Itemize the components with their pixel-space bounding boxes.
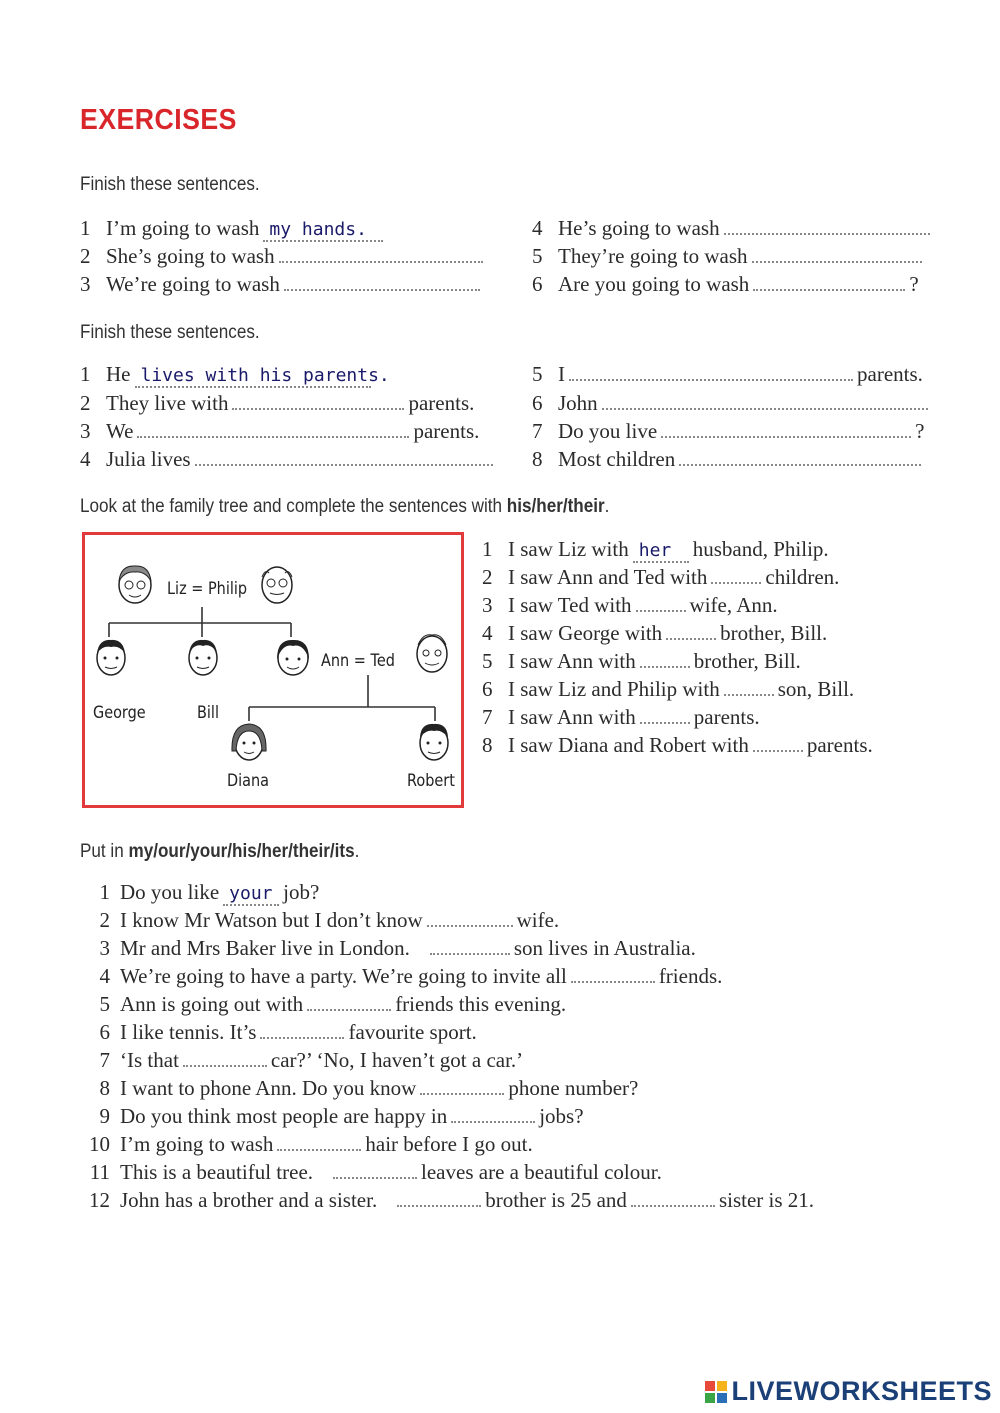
ex3-item-8: 8 I saw Diana and Robert with parents. (482, 733, 873, 757)
ex4-item-10: 10 I’m going to wash hair before I go out. (89, 1132, 533, 1156)
diana-label: Diana (227, 771, 270, 791)
ex4-blank-8[interactable] (420, 1075, 504, 1095)
ex3-blank-7[interactable] (640, 704, 690, 724)
ex2-item-3: 3 We parents. (80, 419, 480, 443)
ex4-blank-6[interactable] (260, 1019, 344, 1039)
ex2-blank-4[interactable] (195, 446, 493, 466)
ex3-blank-5[interactable] (640, 648, 690, 668)
robert-label: Robert (407, 771, 455, 791)
ex1-instruction: Finish these sentences. (80, 174, 260, 195)
bill-face-icon (185, 637, 221, 677)
ex4-item-6: 6 I like tennis. It’s favourite sport. (99, 1020, 477, 1044)
ex3-item-3: 3 I saw Ted with wife, Ann. (482, 593, 778, 617)
liz-face-icon (115, 563, 155, 607)
ex4-blank-4[interactable] (571, 963, 655, 983)
ex4-blank-9[interactable] (451, 1103, 535, 1123)
ex4-blank-2[interactable] (427, 907, 513, 927)
ex3-item-5: 5 I saw Ann with brother, Bill. (482, 649, 801, 673)
ex3-blank-3[interactable] (636, 592, 686, 612)
ex3-item-6: 6 I saw Liz and Philip with son, Bill. (482, 677, 855, 701)
ex3-blank-6[interactable] (724, 676, 774, 696)
ex3-blank-2[interactable] (711, 564, 761, 584)
george-face-icon (93, 637, 129, 677)
ex2-blank-7[interactable] (661, 418, 911, 438)
ex4-item-2: 2 I know Mr Watson but I don’t know wife. (99, 908, 560, 932)
ex2-blank-2[interactable] (232, 390, 404, 410)
ex3-answer-1[interactable]: her (633, 541, 689, 563)
ex4-item-5: 5 Ann is going out with friends this evening. (99, 992, 567, 1016)
liz-philip-label: Liz = Philip (167, 579, 248, 599)
ex4-item-1: 1 Do you like your job? (99, 880, 320, 904)
ex2-item-4: 4 Julia lives (80, 445, 497, 473)
ex2-blank-3[interactable] (137, 418, 409, 438)
ex1-blank-5[interactable] (752, 243, 922, 263)
ex3-blank-8[interactable] (753, 732, 803, 752)
philip-face-icon (257, 563, 297, 607)
ann-face-icon (273, 637, 313, 677)
ex1-item-5: 5 They’re going to wash (532, 242, 926, 270)
ex4-answer-1[interactable]: your (223, 884, 279, 906)
robert-face-icon (415, 721, 453, 763)
ex3-item-1: 1 I saw Liz with her husband, Philip. (482, 537, 829, 561)
ex4-blank-11[interactable] (333, 1159, 417, 1179)
family-tree (82, 532, 464, 808)
ex1-item-6: 6 Are you going to wash ? (532, 272, 919, 296)
ex3-item-2: 2 I saw Ann and Ted with children. (482, 565, 840, 589)
ex1-answer-1[interactable]: my hands. (263, 220, 383, 242)
ex4-item-8: 8 I want to phone Ann. Do you know phone number? (99, 1076, 639, 1100)
liveworksheets-logo: LIVEWORKSHEETS (705, 1376, 992, 1407)
ex4-blank-5[interactable] (307, 991, 391, 1011)
ex4-blank-12a[interactable] (397, 1187, 481, 1207)
ex1-blank-3[interactable] (284, 271, 480, 291)
ex2-blank-5[interactable] (569, 361, 853, 381)
ex4-item-3: 3 Mr and Mrs Baker live in London. son lives in Australia. (99, 936, 696, 960)
ex1-blank-2[interactable] (279, 243, 483, 263)
ex1-blank-4[interactable] (724, 215, 930, 235)
ex4-blank-12b[interactable] (631, 1187, 715, 1207)
ex2-blank-8[interactable] (679, 446, 921, 466)
ex2-answer-1[interactable]: lives with his parents. (135, 366, 371, 388)
ex4-item-11: 11 This is a beautiful tree. leaves are a beautiful colour. (89, 1160, 662, 1184)
ex2-item-8: 8 Most children (532, 445, 925, 473)
george-label: George (93, 703, 146, 723)
ex3-item-7: 7 I saw Ann with parents. (482, 705, 760, 729)
bill-label: Bill (197, 703, 219, 723)
ex1-item-2: 2 She’s going to wash (80, 242, 487, 270)
ex4-item-12: 12 John has a brother and a sister. brother is 25 and sister is 21. (89, 1188, 815, 1212)
ex4-item-9: 9 Do you think most people are happy in jobs? (99, 1104, 584, 1128)
ex4-item-7: 7 ‘Is that car?’ ‘No, I haven’t got a car.’ (99, 1048, 524, 1072)
diana-face-icon (229, 721, 269, 763)
logo-mark-icon (705, 1381, 727, 1403)
ex3-instruction: Look at the family tree and complete the sentences with his/her/their. (80, 496, 610, 517)
ann-ted-label: Ann = Ted (321, 651, 395, 671)
ex2-blank-6[interactable] (602, 390, 928, 410)
ex4-blank-3[interactable] (430, 935, 510, 955)
ted-face-icon (413, 631, 451, 675)
ex2-item-5: 5 I parents. (532, 362, 923, 386)
ex2-instruction: Finish these sentences. (80, 322, 260, 343)
ex3-item-4: 4 I saw George with brother, Bill. (482, 621, 828, 645)
ex1-blank-6[interactable] (753, 271, 905, 291)
ex2-item-1: 1 He lives with his parents. (80, 362, 390, 386)
ex4-blank-10[interactable] (277, 1131, 361, 1151)
ex4-item-4: 4 We’re going to have a party. We’re going to invite all friends. (99, 964, 723, 988)
ex2-item-2: 2 They live with parents. (80, 391, 475, 415)
ex1-item-4: 4 He’s going to wash (532, 214, 934, 242)
ex1-item-3: 3 We’re going to wash (80, 270, 484, 298)
ex4-blank-7[interactable] (183, 1047, 267, 1067)
ex2-item-7: 7 Do you live ? (532, 419, 925, 443)
ex1-item-1: 1 I’m going to wash my hands. (80, 214, 387, 242)
ex3-blank-4[interactable] (666, 620, 716, 640)
page-title: EXERCISES (80, 104, 237, 136)
ex2-item-6: 6 John (532, 389, 932, 417)
ex4-instruction: Put in my/our/your/his/her/their/its. (80, 841, 360, 862)
